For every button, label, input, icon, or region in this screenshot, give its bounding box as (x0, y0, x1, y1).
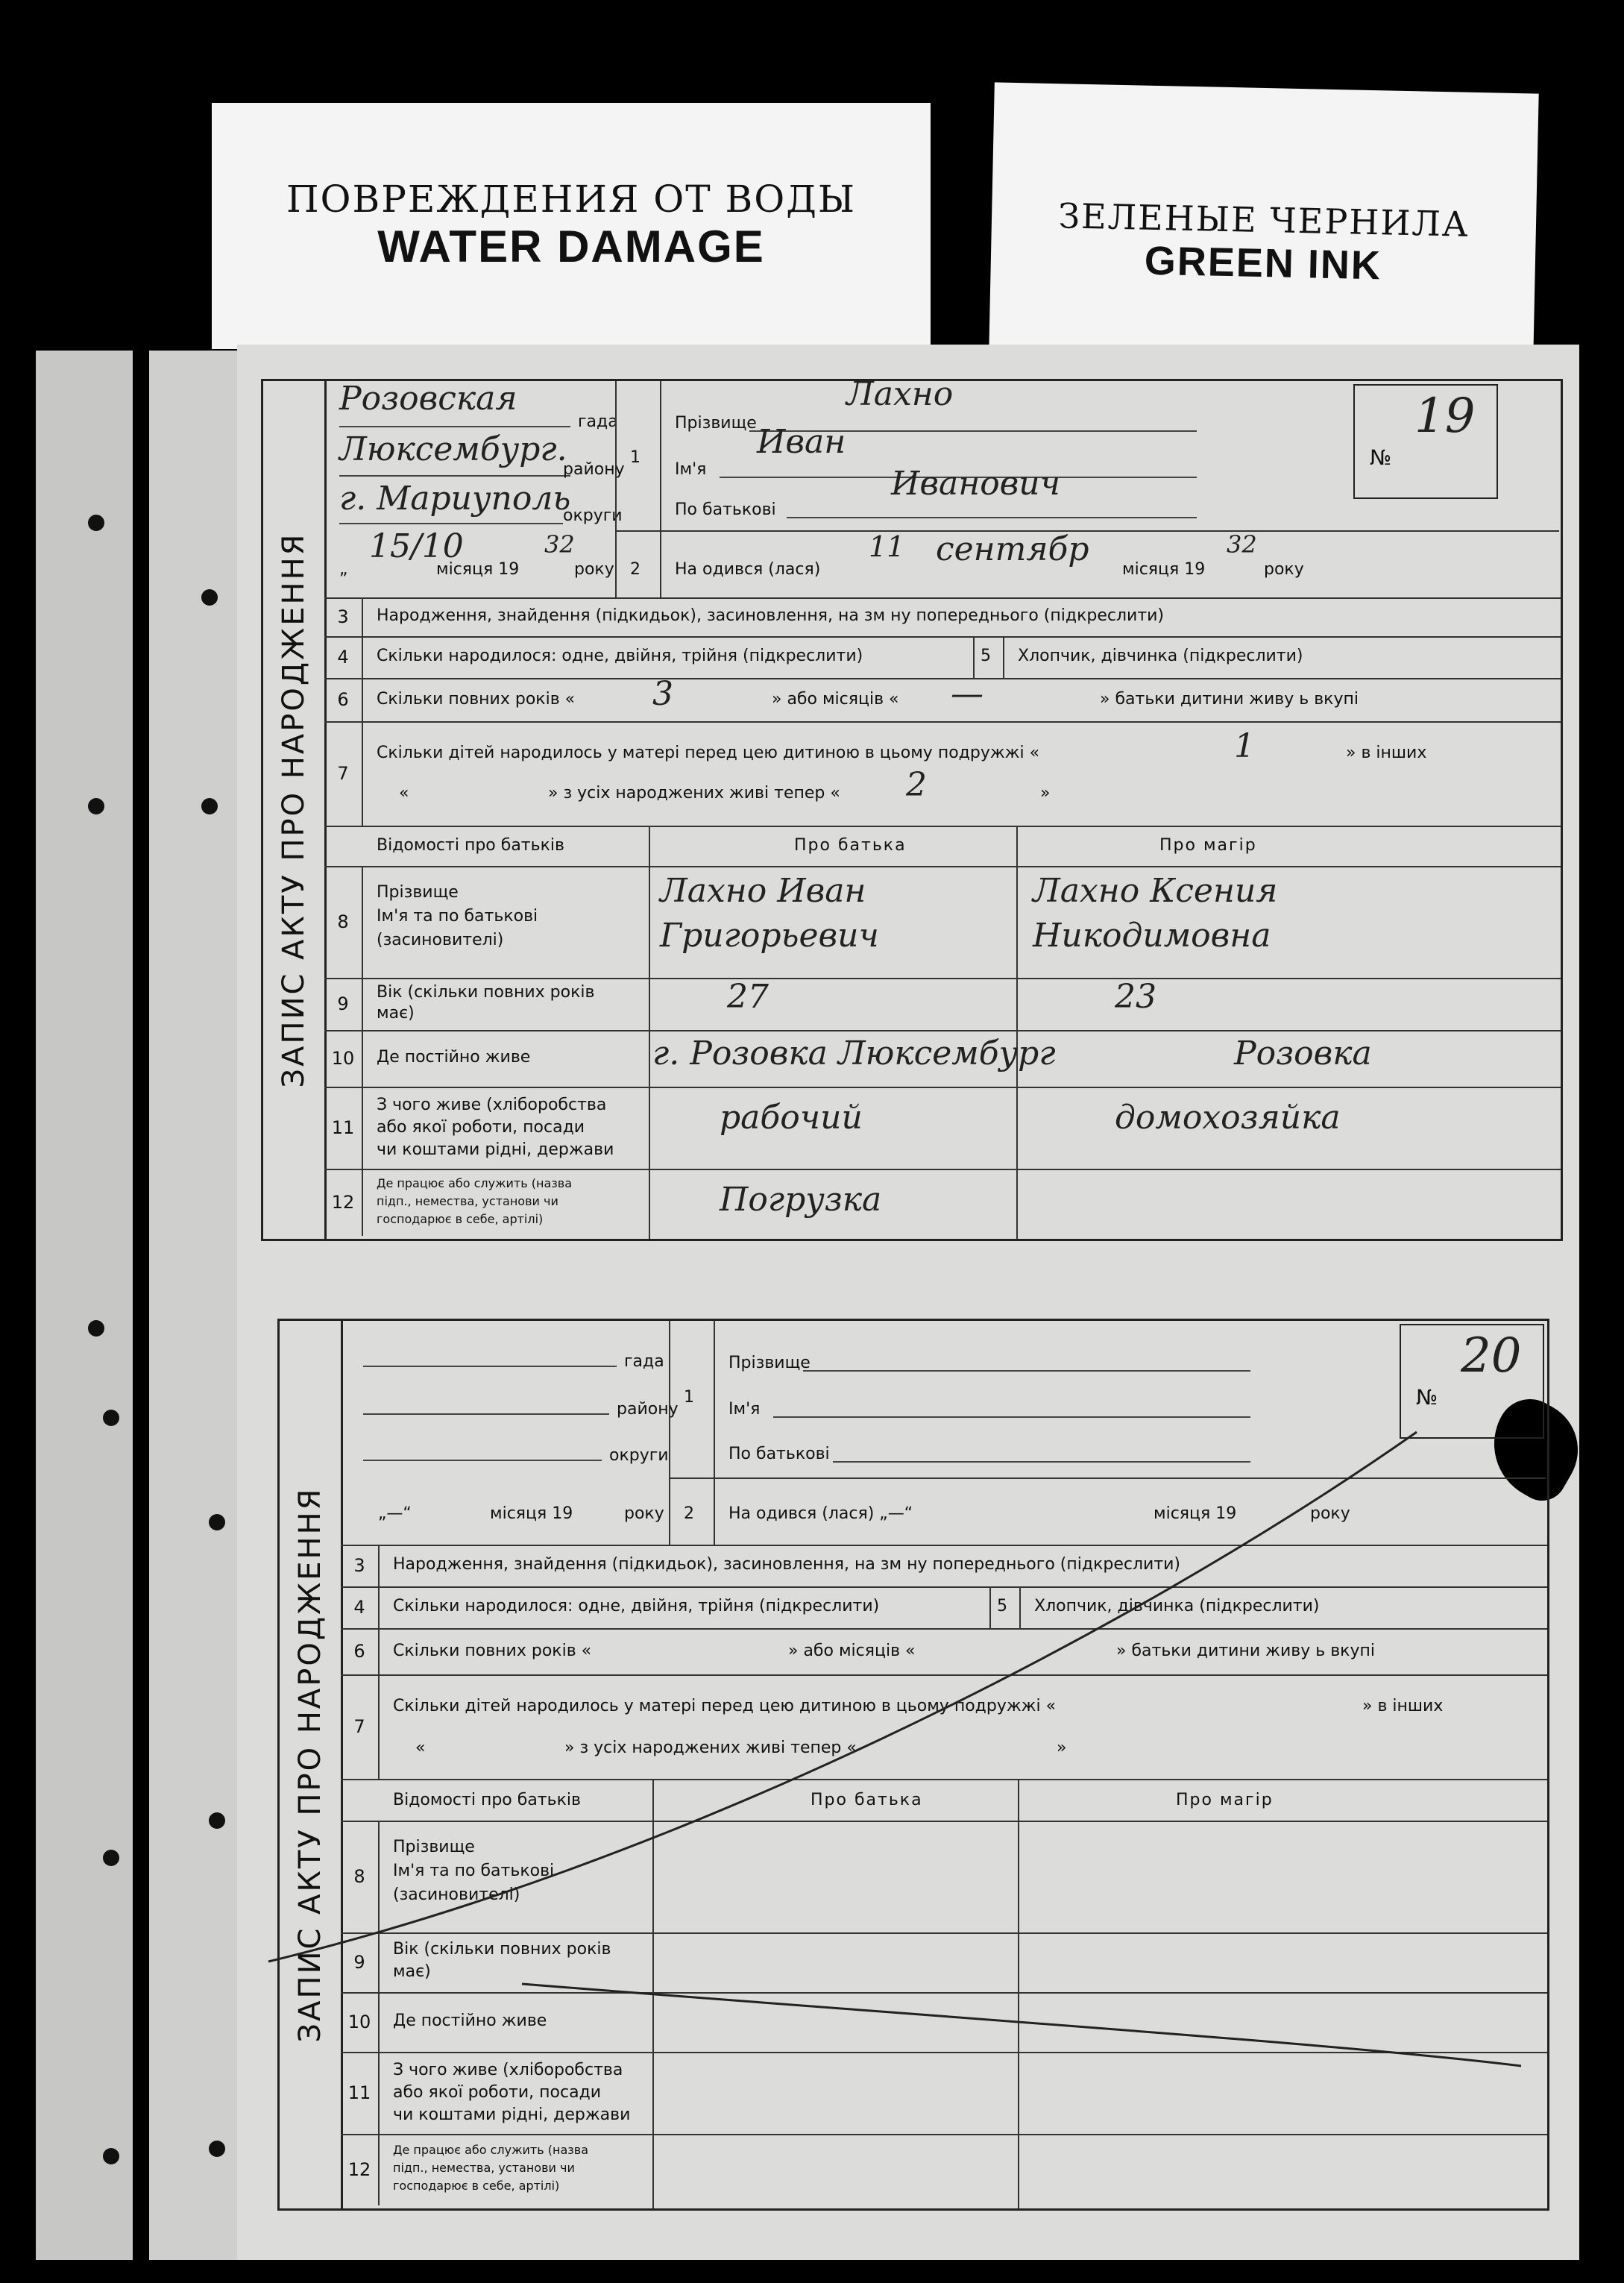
name-value: Иван (757, 423, 846, 461)
row-8-label: Прізвище Ім'я та по батькові (засиновителі) (393, 1838, 555, 1904)
row-num: 9 (341, 1932, 380, 1992)
row-7-text-a: Скільки дітей народилось у матері перед цею дитиною в цьому подружжі « (377, 744, 1040, 762)
row-7-text-d: » з усіх народжених живі тепер « (564, 1739, 857, 1757)
row-6-text-a: Скільки повних років « (393, 1642, 592, 1660)
father-workplace: Погрузка (720, 1181, 882, 1219)
born-year-label: року (1264, 560, 1304, 579)
number-sign: № (1416, 1385, 1438, 1410)
record-number: 19 (1414, 389, 1476, 444)
surname-label: Прізвище (728, 1354, 811, 1372)
okrugy-label: округи (609, 1446, 669, 1465)
row-5-text: Хлопчик, дівчинка (підкреслити) (1018, 647, 1303, 665)
row-num: 5 (997, 1597, 1007, 1615)
row-3-text: Народження, знайдення (підкидьок), засиновлення, на зм ну попереднього (підкреслити) (377, 606, 1165, 625)
row-num: 10 (324, 1030, 363, 1087)
raion-value: Люксембург. (339, 430, 567, 468)
row-num: 7 (324, 721, 363, 826)
row-4-text: Скільки народилося: одне, двійня, трійня (підкреслити) (393, 1597, 880, 1615)
row-6-text-b: » або місяців « (788, 1642, 916, 1660)
mother-residence: Розовка (1234, 1034, 1372, 1073)
year-value: 32 (544, 530, 575, 559)
born-month-label: місяця 19 (1154, 1504, 1237, 1523)
row-6-value-a: 3 (652, 675, 673, 713)
row-7-text-d: » з усіх народжених живі тепер « (548, 784, 840, 803)
row-num: 8 (324, 866, 363, 978)
name-label: Ім'я (728, 1400, 761, 1419)
water-damage-ru: ПОВРЕЖДЕНИЯ ОТ ВОДЫ (286, 178, 857, 221)
surname-label: Прізвище (675, 414, 757, 433)
row-num: 9 (324, 978, 363, 1030)
raion-label: району (617, 1400, 679, 1419)
date-prefix: „—“ (378, 1504, 412, 1523)
row-6-text-b: » або місяців « (772, 690, 899, 709)
row-4-text: Скільки народилося: одне, двійня, трійня (підкреслити) (377, 647, 863, 665)
born-year: 32 (1227, 530, 1257, 559)
row-num: 7 (341, 1674, 380, 1779)
row-3-text: Народження, знайдення (підкидьок), засиновлення, на зм ну попереднього (підкреслити) (393, 1555, 1181, 1574)
born-year-label: року (1310, 1504, 1350, 1523)
row-num: 4 (341, 1586, 380, 1628)
gada-label: гада (624, 1352, 664, 1371)
row-num: 3 (324, 597, 363, 636)
row-9-label: Вік (скільки повних років має) (393, 1940, 611, 1981)
row-num: 6 (324, 678, 363, 721)
row-num: 11 (324, 1087, 363, 1169)
row-7-value-d: 2 (906, 766, 927, 804)
mother-header: Про магір (1159, 836, 1257, 855)
patronymic-label: По батькові (728, 1445, 830, 1463)
row-6-text-c: » батьки дитини живу ь вкупі (1116, 1642, 1375, 1660)
row-num: 2 (630, 560, 641, 579)
side-title: ЗАПИС АКТУ ПРО НАРОДЖЕННЯ (293, 1486, 327, 2043)
row-10-label: Де постійно живе (377, 1048, 531, 1067)
row-7-value-a: 1 (1234, 727, 1255, 765)
row-num: 12 (324, 1169, 363, 1236)
born-month: сентябр (936, 530, 1089, 568)
row-num: 3 (341, 1545, 380, 1586)
row-8-label: Прізвище Ім'я та по батькові (засиновителі) (377, 883, 538, 949)
parents-info-header: Відомості про батьків (393, 1791, 581, 1809)
row-7-text-e: » (1040, 784, 1051, 803)
water-damage-en: WATER DAMAGE (377, 222, 765, 271)
born-label: На одився (лася) (675, 560, 821, 579)
father-age: 27 (727, 978, 769, 1016)
row-7-text-e: » (1057, 1739, 1067, 1757)
row-7-text-b: » в інших (1346, 744, 1427, 762)
born-month-label: місяця 19 (1122, 560, 1206, 579)
okrugy-label: округи (563, 506, 623, 525)
father-name: Лахно Иван Григорьевич (660, 872, 879, 955)
green-ink-ru: ЗЕЛЕНЫЕ ЧЕРНИЛА (1057, 195, 1470, 245)
row-num: 2 (684, 1504, 694, 1523)
gada-value: Розовская (339, 380, 517, 418)
date-prefix: „ (339, 560, 348, 579)
born-day: 11 (869, 530, 905, 563)
row-6-value-b: — (951, 675, 983, 713)
parents-info-header: Відомості про батьків (377, 836, 564, 855)
number-sign: № (1370, 445, 1392, 470)
father-header: Про батька (794, 836, 907, 855)
mother-occupation: домохозяйка (1115, 1099, 1341, 1137)
row-num: 10 (341, 1992, 380, 2052)
father-header: Про батька (811, 1791, 923, 1809)
name-label: Ім'я (675, 460, 707, 479)
green-ink-en: GREEN INK (1144, 238, 1382, 289)
patronymic-value: Иванович (891, 465, 1061, 503)
row-num: 8 (341, 1821, 380, 1932)
father-residence: г. Розовка Люксембург (652, 1034, 1056, 1073)
father-occupation: рабочий (720, 1099, 863, 1137)
row-12-label: Де працює або служить (назва підп., немества, установи чи господарює в себе, артілі) (393, 2143, 589, 2193)
month-label: місяця 19 (490, 1504, 573, 1523)
date-value: 15/10 (369, 527, 464, 565)
row-7-text-c: « (415, 1739, 426, 1757)
mother-name: Лахно Ксения Никодимовна (1033, 872, 1278, 955)
month-label: місяця 19 (436, 560, 520, 579)
mother-header: Про магір (1176, 1791, 1274, 1809)
born-label: На одився (лася) „—“ (728, 1504, 913, 1523)
row-9-label: Вік (скільки повних років має) (377, 983, 595, 1023)
row-num: 1 (630, 448, 641, 467)
raion-label: району (563, 460, 625, 479)
year-label: року (574, 560, 614, 579)
row-num: 4 (324, 636, 363, 678)
patronymic-label: По батькові (675, 500, 776, 519)
row-7-text-b: » в інших (1362, 1697, 1444, 1715)
row-num: 6 (341, 1628, 380, 1674)
mother-age: 23 (1115, 978, 1156, 1016)
side-title: ЗАПИС АКТУ ПРО НАРОДЖЕННЯ (277, 532, 311, 1088)
row-6-text-a: Скільки повних років « (377, 690, 576, 709)
row-10-label: Де постійно живе (393, 2012, 547, 2030)
row-7-text-c: « (399, 784, 409, 803)
row-num: 11 (341, 2052, 380, 2134)
okrugy-value: г. Мариуполь (339, 480, 571, 518)
row-5-text: Хлопчик, дівчинка (підкреслити) (1034, 1597, 1320, 1615)
row-num: 5 (981, 647, 991, 665)
record-number: 20 (1461, 1328, 1522, 1384)
row-num: 12 (341, 2134, 380, 2205)
surname-value: Лахно (846, 375, 954, 413)
row-12-label: Де працює або служить (назва підп., немества, установи чи господарює в себе, артілі) (377, 1176, 573, 1226)
row-6-text-c: » батьки дитини живу ь вкупі (1100, 690, 1359, 709)
row-7-text-a: Скільки дітей народилось у матері перед цею дитиною в цьому подружжі « (393, 1697, 1057, 1715)
year-label: року (624, 1504, 664, 1523)
row-11-label: З чого живе (хліборобства або якої роботи, посади чи коштами рідні, держави (393, 2061, 631, 2124)
row-num: 1 (684, 1388, 694, 1407)
gada-label: гада (578, 412, 618, 431)
row-11-label: З чого живе (хліборобства або якої роботи, посади чи коштами рідні, держави (377, 1096, 614, 1159)
